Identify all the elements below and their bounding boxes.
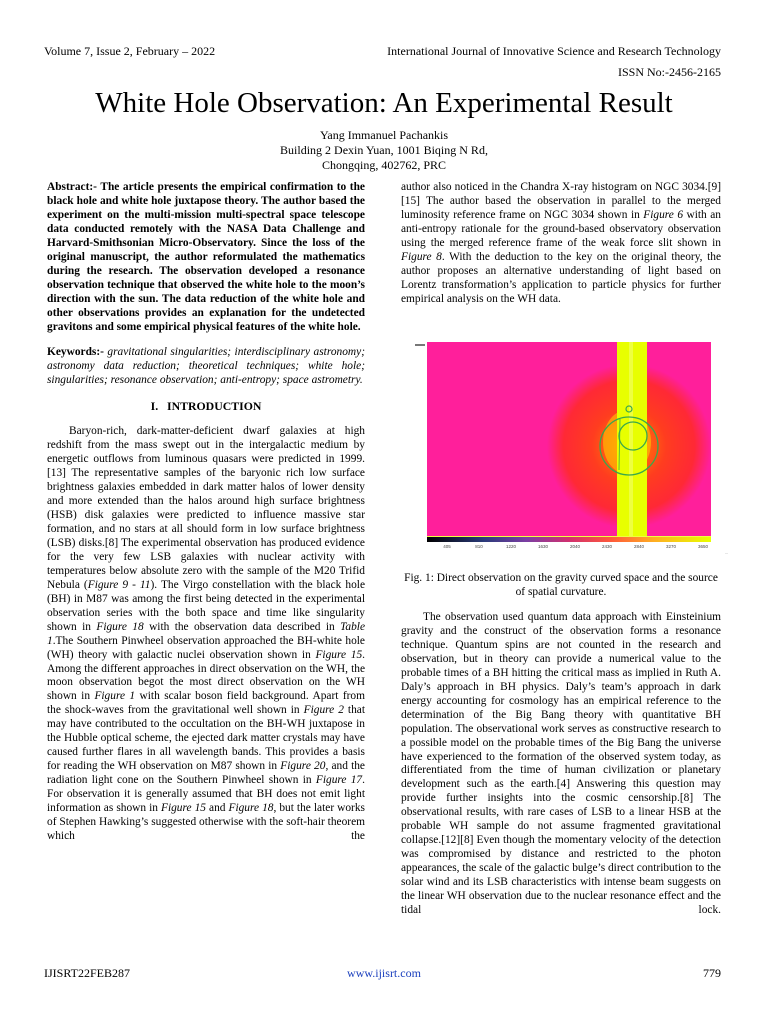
table-ref: Table 1 <box>47 620 365 647</box>
intro-text: that may have contributed to the occultation on the BH-WH juxtapose in the Hubble optical scheme, the ejected dark matter crystals may have caused further flares in all wavelength bands. This provides a basis for reading the WH observation on M87 shown in <box>47 704 365 773</box>
footer-website-link[interactable]: www.ijisrt.com <box>347 966 421 980</box>
figure-ref: Figure 2 <box>303 704 344 717</box>
colorbar-tick-label: 2430 <box>601 544 613 549</box>
figure-ref: Figure 20 <box>280 760 326 773</box>
intro-text: ). The Virgo constellation with the black hole (BH) in M87 was among the first being detected in the experimental observation series with the both space and time like singularity shown in <box>47 578 365 633</box>
colorbar-tick-label: 3270 <box>665 544 677 549</box>
section-heading-introduction: I. INTRODUCTION <box>150 399 262 414</box>
figure-ref: Figure 15 <box>160 802 206 815</box>
band-highlight <box>629 342 633 536</box>
footer-page-number: 779 <box>703 966 721 980</box>
paper-title: White Hole Observation: An Experimental Result <box>95 87 673 119</box>
axis-tick-mark <box>415 344 425 346</box>
right-column-bottom <box>401 611 721 918</box>
intro-text: .The Southern Pinwheel observation approached the BH-white hole (WH) theory with galactic nuclei observation shown in <box>47 634 365 661</box>
intro-text: with the observation data described in <box>143 620 341 633</box>
keywords-label: Keywords:- <box>47 346 104 359</box>
figure-1-caption: Fig. 1: Direct observation on the gravity curved space and the source of spatial curvature. <box>404 572 718 598</box>
colorbar-tick-label: 405 <box>443 544 451 549</box>
corner-mark: ... <box>725 550 729 555</box>
colorbar-tick-label: 3650 <box>697 544 709 549</box>
intro-text: and <box>205 802 229 815</box>
intro-text: Baryon-rich, dark-matter-deficient dwarf galaxies at high redshift from the mass swept out in the intergalactic medium by energetic outflows from luminous quasars were predicted in 1999.[13] The representative samples of the baryonic rich low surface brightness galaxies embedded in dark matter halos of lower density and more extended than the halos around high surface brightness (HSB) disk galaxies were predicted to influence massive star formation, and no stars at all should form in low surface brightness (LSB) disks.[8] The experimental observation has produced evidence for the very few LSB galaxies with nuclear activity with temperatures below absolute zero with the sample of the M20 Trifid Nebula ( <box>47 425 365 591</box>
body-text: author also noticed in the Chandra X-ray histogram on NGC 3034.[9] [15] The author based the observation in parallel to the merged luminosity reference frame on NGC 3034 shown in <box>401 181 721 221</box>
intro-text: , and the radiation light cone on the Southern Pinwheel shown in <box>47 760 365 787</box>
header-journal: International Journal of Innovative Science and Research Technology <box>387 44 721 58</box>
intro-text: . For observation it is generally assumed that BH does not emit light information as shown in <box>47 774 365 815</box>
colorbar <box>427 537 711 542</box>
left-column <box>47 181 365 844</box>
figure-ref: Figure 9 - 11 <box>87 578 151 591</box>
keywords <box>47 346 365 388</box>
figure-ref: Figure 1 <box>94 690 136 703</box>
keywords-text: gravitational singularities; interdisciplinary astronomy; astronomy data reduction; theoretical techniques; white hole; singularities; resonance observation; anti-entropy; space astrometry. <box>47 346 365 387</box>
figure-ref: Figure 18 <box>228 802 274 815</box>
intro-text: . Among the different approaches in direct observation on the WH, the moon observation begot the most direct observation on the WH shown in <box>47 648 365 703</box>
body-text: with an anti-entropy rationale for the ground-based observatory observation using the merged reference frame of the weak force slit shown in <box>401 208 721 249</box>
figure-ref: Figure 15 <box>315 648 363 661</box>
colorbar-tick-label: 1220 <box>505 544 517 549</box>
author-address-line2: Chongqing, 402762, PRC <box>321 158 447 172</box>
author-name: Yang Immanuel Pachankis <box>319 128 449 142</box>
white-hole-image <box>411 334 729 556</box>
figure-ref: Figure 18 <box>96 620 144 633</box>
figure-1 <box>411 334 729 556</box>
abstract <box>47 181 365 334</box>
figure-ref: Figure 8 <box>401 250 442 263</box>
figure-ref: Figure 17 <box>315 774 363 787</box>
intro-paragraph <box>47 425 365 844</box>
colorbar-tick-label: 2840 <box>633 544 645 549</box>
abstract-text: The article presents the empirical confirmation to the black hole and white hole juxtapose theory. The author based the experiment on the multi-mission multi-spectral space telescope data conducted remotely with the NASA Data Challenge and Harvard-Smithsonian Micro-Observatory. Since the loss of the original manuscript, the author reformulated the mathematics during the research. The observation developed a resonance observation technique that observed the white hole to the moon’s direction with the sun. The data reduction of the white hole and other observations provides an explanation for the undetected gravitons and some empirical physical features of the white hole. <box>47 181 365 333</box>
right-paragraph-1 <box>401 181 721 307</box>
colorbar-tick-label: 2040 <box>569 544 581 549</box>
footer-paper-id: IJISRT22FEB287 <box>44 966 130 980</box>
body-text: . With the deduction to the key on the original theory, the author proposes an alternative understanding of light based on Lorentz transformation’s application to particle physics for further empirical analysis on the WH data. <box>401 250 722 305</box>
intro-text: , but the later works of Stephen Hawking’s suggested otherwise with the soft-hair theorem which the <box>47 802 365 842</box>
colorbar-tick-label: 810 <box>475 544 483 549</box>
colorbar-ticks <box>443 544 708 549</box>
figure-ref: Figure 6 <box>643 208 684 221</box>
right-paragraph-2: The observation used quantum data approach with Einsteinium gravity and the construct of the observation forms a resonance technique. Quantum spins are not counted in the research and observation, but in theory can provide a numerical value to the probable times of a BH hitting the critical mass as implied in Ruth A. Daly’s approach in BH physics. Daly’s team’s approach in dark energy accounting for cosmology has an empirical reference to the determination of the Big Bang theory with quantitative BH population. The observational work serves as constructive research to a possible model on the probable times of the Big Bang the universe have experienced to the formation of the observed system today, as differentiated from the time of human civilization or planetary development such as the earth.[4] Answering this question may provide further insights into the cosmic censorship.[8] The observational results, with rare cases of LSB to a linear HSB at the probable WH sample do not assume fragmented gravitational collapse.[12][8] Even though the momentary velocity of the detection was compromised by distance and restricted to the photon appearances, the scale of the galactic bulge’s direct contribution to the solar wind and its LSB characteristics with intense beam suggests on the linear WH observation due to the nuclear resonance effect and the tidal lock. <box>401 611 721 917</box>
header-issn: ISSN No:-2456-2165 <box>617 65 721 79</box>
intro-text: with scalar boson field background. Apart from the shock-waves from the gravitational well shown in <box>47 690 365 717</box>
colorbar-tick-label: 1630 <box>537 544 549 549</box>
header-volume: Volume 7, Issue 2, February – 2022 <box>44 44 216 58</box>
author-address-line1: Building 2 Dexin Yuan, 1001 Biqing N Rd, <box>280 143 488 157</box>
abstract-label: Abstract:- <box>47 181 97 193</box>
right-column-top <box>401 181 721 307</box>
